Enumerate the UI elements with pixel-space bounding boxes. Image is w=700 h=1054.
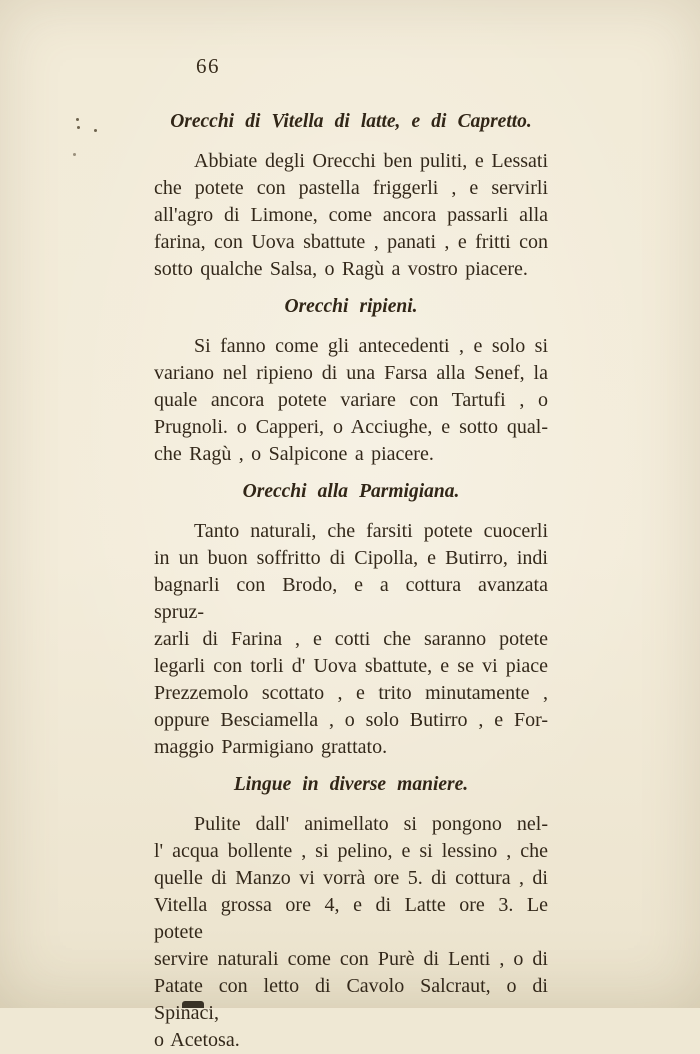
page-number: 66 [196,54,220,78]
ink-speck [76,118,79,121]
text-line: Abbiate degli Orecchi ben puliti, e Lessati [194,150,548,172]
recipe-section-orecchi-vitella [154,111,548,283]
text-line: oppure Besciamella , o solo Butirro , e For- [154,709,548,731]
text-line: quale ancora potete variare con Tartufi , o [154,389,548,411]
ink-speck [94,129,97,132]
text-line: o Acetosa. [154,1029,240,1051]
text-line: che Ragù , o Salpicone a piacere. [154,443,434,465]
text-line: bagnarli con Brodo, e a cottura avanzata spruz- [154,574,548,623]
recipe-section-lingue [154,774,548,1054]
text-line: sotto qualche Salsa, o Ragù a vostro piacere. [154,258,528,280]
text-line: all'agro di Limone, come ancora passarli alla [154,204,548,226]
section-heading: Orecchi di Vitella di latte, e di Capretto. [170,111,532,132]
text-line: variano nel ripieno di una Farsa alla Senef, la [154,362,548,384]
section-heading: Orecchi ripieni. [284,296,418,317]
text-line: in un buon soffritto di Cipolla, e Butirro, indi [154,547,548,569]
text-line: servire naturali come con Purè di Lenti , o di [154,948,548,970]
text-line: che potete con pastella friggerli , e servirli [154,177,548,199]
text-line: Patate con letto di Cavolo Salcraut, o di Spinaci, [154,975,548,1024]
section-heading: Lingue in diverse maniere. [233,774,469,795]
text-line: legarli con torli d' Uova sbattute, e se vi piace [154,655,548,677]
recipe-paragraph [154,148,548,283]
text-line: quelle di Manzo vi vorrà ore 5. di cottura , di [154,867,548,889]
text-line: Pulite dall' animellato si pongono nel- [194,813,548,835]
recipe-paragraph [154,811,548,1054]
page-content [154,98,548,1054]
text-line: Prugnoli. o Capperi, o Acciughe, e sotto qual- [154,416,548,438]
text-line: zarli di Farina , e cotti che saranno potete [154,628,548,650]
recipe-section-orecchi-ripieni [154,296,548,468]
ink-speck [77,126,80,129]
text-line: l' acqua bollente , si pelino, e si lessino , che [154,840,548,862]
section-heading: Orecchi alla Parmigiana. [242,481,460,502]
recipe-section-orecchi-parmigiana [154,481,548,761]
recipe-paragraph [154,518,548,761]
text-line: Vitella grossa ore 4, e di Latte ore 3. Le potete [154,894,548,943]
text-line: Si fanno come gli antecedenti , e solo si [194,335,548,357]
text-line: farina, con Uova sbattute , panati , e fritti con [154,231,548,253]
text-line: Tanto naturali, che farsiti potete cuocerli [194,520,548,542]
text-line: Prezzemolo scottato , e trito minutamente , [154,682,548,704]
ink-speck [73,153,76,156]
recipe-paragraph [154,333,548,468]
text-line: maggio Parmigiano grattato. [154,736,388,758]
